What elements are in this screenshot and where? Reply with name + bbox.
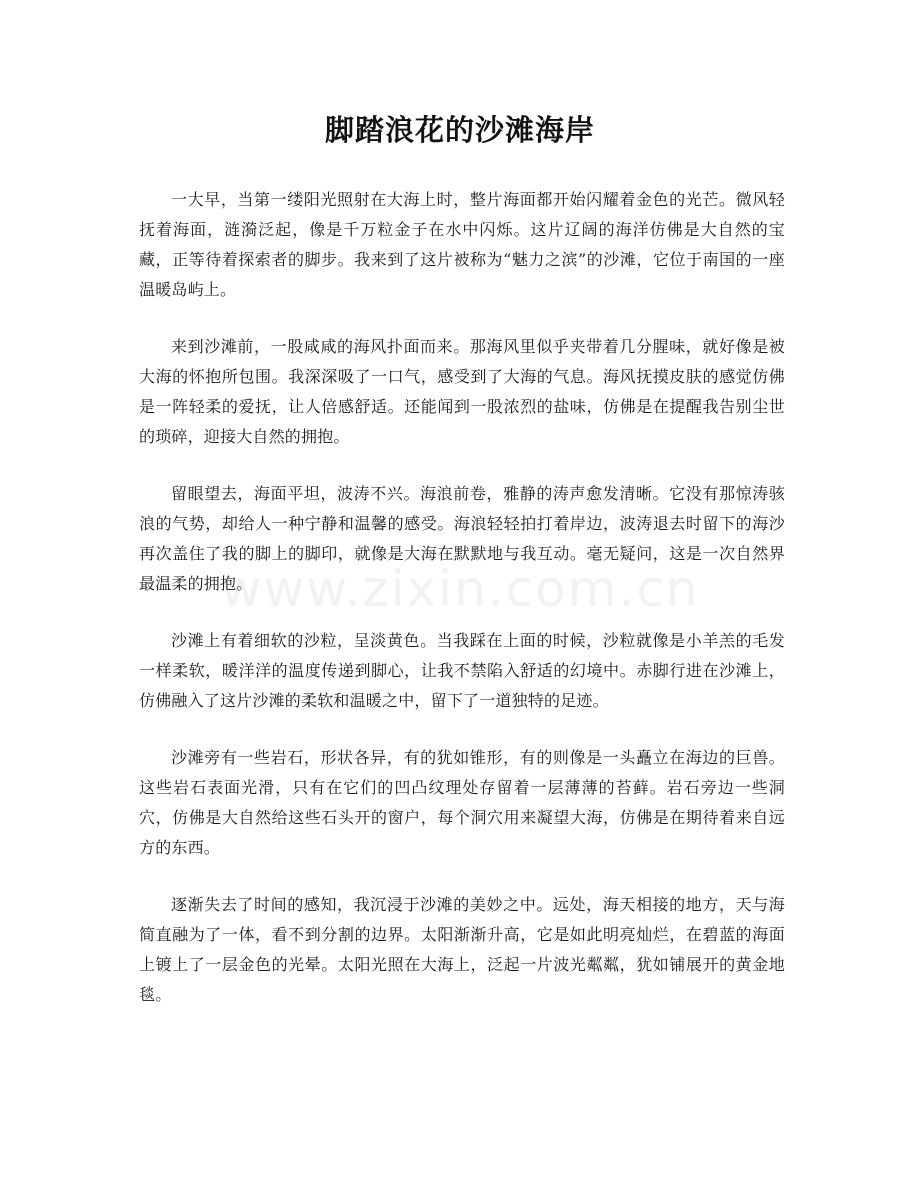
paragraph-2: 来到沙滩前，一股咸咸的海风扑面而来。那海风里似乎夹带着几分腥味，就好像是被大海的怀抱所包围。我深深吸了一口气，感受到了大海的气息。海风抚摸皮肤的感觉仿佛是一阵轻柔的爱抚，让人倍感舒适。还能闻到一股浓烈的盐味，仿佛是在提醒我告别尘世的琐碎，迎接大自然的拥抱。: [139, 337, 785, 446]
paragraph-5: 沙滩旁有一些岩石，形状各异，有的犹如锥形，有的则像是一头矗立在海边的巨兽。这些岩石表面光滑，只有在它们的凹凸纹理处存留着一层薄薄的苔藓。岩石旁边一些洞穴，仿佛是大自然给这些石头开的窗户，每个洞穴用来凝望大海，仿佛是在期待着来自远方的东西。: [139, 748, 785, 857]
watermark: www.zixin.com.cn: [220, 560, 700, 618]
article-body: [139, 185, 785, 1037]
page-title: 脚踏浪花的沙滩海岸: [324, 113, 595, 147]
paragraph-4: 沙滩上有着细软的沙粒，呈淡黄色。当我踩在上面的时候，沙粒就像是小羊羔的毛发一样柔软，暖洋洋的温度传递到脚心，让我不禁陷入舒适的幻境中。赤脚行进在沙滩上，仿佛融入了这片沙滩的柔软和温暖之中，留下了一道独特的足迹。: [139, 631, 785, 710]
paragraph-3: 留眼望去，海面平坦，波涛不兴。海浪前卷，雅静的涛声愈发清晰。它没有那惊涛骇浪的气势，却给人一种宁静和温馨的感受。海浪轻轻拍打着岸边，波涛退去时留下的海沙再次盖住了我的脚上的脚印，就像是大海在默默地与我互动。毫无疑问，这是一次自然界最温柔的拥抱。: [139, 484, 785, 593]
paragraph-6: 逐渐失去了时间的感知，我沉浸于沙滩的美妙之中。远处，海天相接的地方，天与海简直融为了一体，看不到分割的边界。太阳渐渐升高，它是如此明亮灿烂，在碧蓝的海面上镀上了一层金色的光晕。太阳光照在大海上，泛起一片波光粼粼，犹如铺展开的黄金地毯。: [139, 895, 785, 1004]
paragraph-1: 一大早，当第一缕阳光照射在大海上时，整片海面都开始闪耀着金色的光芒。微风轻抚着海面，涟漪泛起，像是千万粒金子在水中闪烁。这片辽阔的海洋仿佛是大自然的宝藏，正等待着探索者的脚步。我来到了这片被称为“魅力之滨”的沙滩，它位于南国的一座温暖岛屿上。: [139, 190, 785, 299]
